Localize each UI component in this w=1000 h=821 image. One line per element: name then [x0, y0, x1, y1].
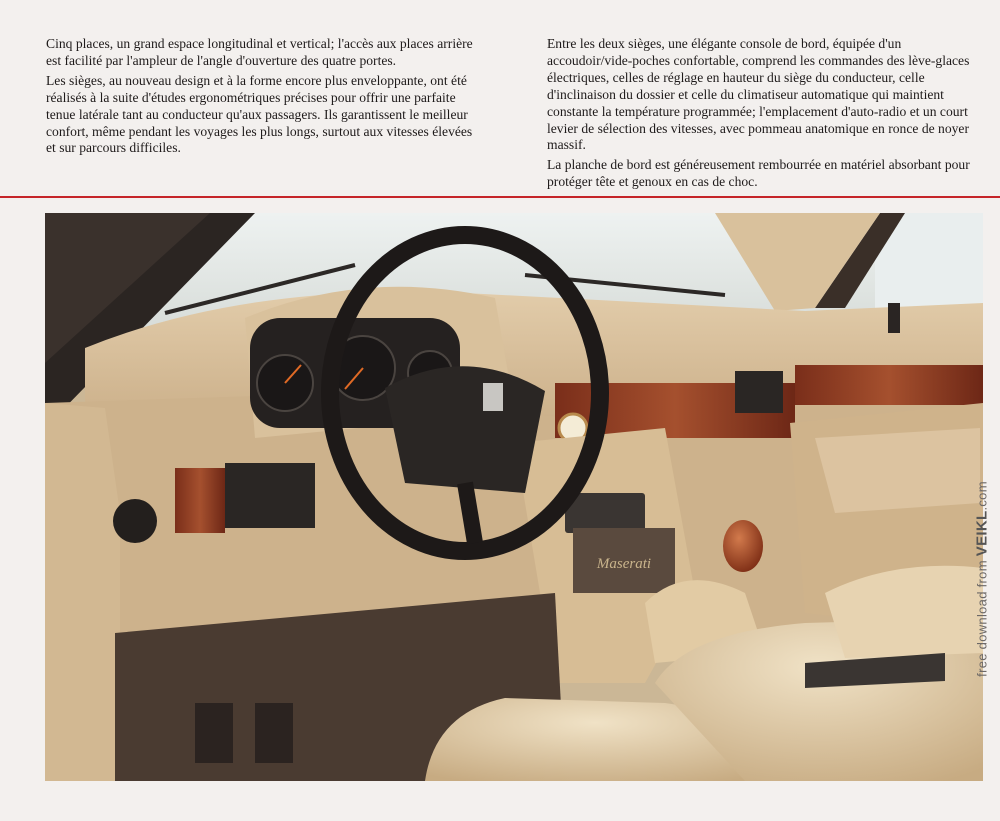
left-air-vent [225, 463, 315, 528]
right-text-column [547, 36, 973, 194]
clutch-pedal [195, 703, 233, 763]
paragraph-seats-design: Les sièges, au nouveau design et à la forme encore plus enveloppante, ont été réalisés à la suite d'études ergonométriques précises pour offrir une parfaite tenue latérale tant au conducteur qu'aux passagers. Ils garantissent le meilleur confort, même pendant les voyages les plus longs, surtout aux vitesses élevées et sur parcours difficiles. [46, 72, 473, 156]
left-door-panel [45, 403, 120, 781]
console-maserati-badge: Maserati [596, 556, 652, 572]
center-air-vent [735, 371, 783, 413]
paragraph-center-console: Entre les deux sièges, une élégante console de bord, équipée d'un accoudoir/vide-poches confortable, comprend les commandes des lève-glaces électriques, celles de réglage en hauteur du siège du conducteur, celle d'inclinaison du dossier et celle du climatiseur automatique qui maintient constante la température programmée; l'emplacement d'auto-radio et un court levier de sélection des vitesses, avec pommeau anatomique en ronce de noyer massif. [547, 36, 970, 153]
watermark-prefix: free download from [974, 560, 990, 677]
red-divider-line [0, 196, 1000, 198]
watermark [970, 414, 994, 744]
door-wood-trim [795, 365, 983, 405]
climate-control-panel [565, 493, 645, 533]
watermark-brand: VEIKL [973, 510, 991, 557]
door-lock-knob [888, 303, 900, 333]
brake-pedal [255, 703, 293, 763]
steering-hub [385, 366, 545, 493]
steering-wheel-logo [483, 383, 503, 411]
left-wood-trim [175, 468, 225, 533]
gear-knob [723, 520, 763, 572]
interior-illustration [45, 213, 983, 781]
interior-photo [45, 213, 983, 781]
watermark-suffix: .com [974, 481, 990, 511]
paragraph-seating-space: Cinq places, un grand espace longitudinal et vertical; l'accès aux places arrière est facilité par l'ampleur de l'angle d'ouverture des quatre portes. [46, 36, 473, 68]
left-text-column [46, 36, 476, 160]
paragraph-dashboard-padding: La planche de bord est généreusement rembourrée en matériel absorbant pour protéger tête et genoux en cas de choc. [547, 157, 970, 190]
